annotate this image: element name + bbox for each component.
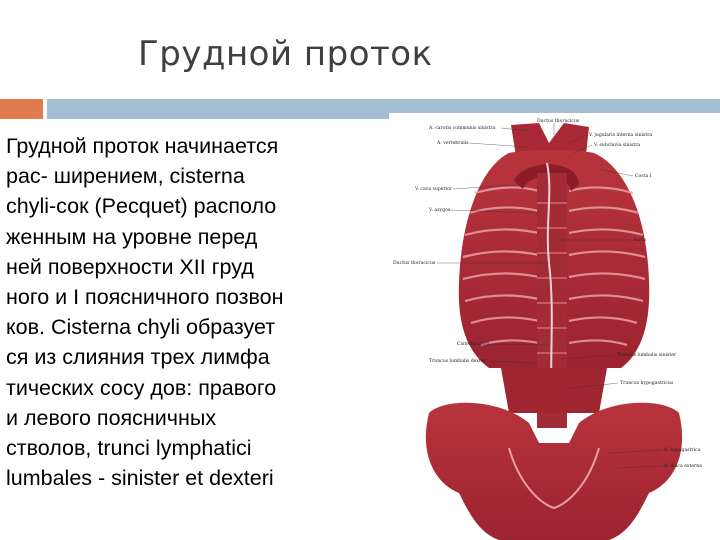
- body-line: ней поверхности XII груд: [6, 254, 254, 279]
- label-right-7: A. hypogastrica: [664, 448, 701, 453]
- label-left-6: Cisterna chyli: [457, 342, 490, 347]
- body-line: тических сосу дов: правого: [6, 375, 277, 400]
- body-text: [6, 131, 378, 493]
- lumbar-region: [501, 368, 607, 413]
- body-line: ся из слияния трех лимфа: [6, 345, 270, 370]
- label-left-4: V. azygos: [429, 208, 451, 213]
- label-left-7: Truncus lumbalis dexter: [429, 359, 486, 364]
- label-right-2: V. subclavia sinistra: [594, 143, 641, 148]
- label-left-3: V. cava superior: [415, 187, 453, 192]
- body-line: ного и I поясничного позвон: [6, 285, 284, 310]
- body-line: Грудной проток начинается: [6, 134, 279, 158]
- body-line: стволов, trunci lymphatici: [6, 436, 252, 461]
- slide-title: Грудной проток: [138, 34, 433, 74]
- label-left-2: A. vertebralis: [437, 141, 469, 146]
- label-right-3: Costa I: [635, 174, 652, 179]
- body-line: ков. Cisterna chyli образует: [6, 315, 276, 340]
- label-right-6: Truncus hypogastricus: [620, 381, 674, 386]
- body-line: женным на уровне перед: [6, 224, 258, 249]
- label-right-5: Truncus lumbalis sinister: [617, 353, 677, 358]
- label-left-1: A. carotis communis sinistra: [429, 126, 496, 131]
- body-line: и левого поясничных: [6, 405, 217, 430]
- accent-bar-orange: [0, 99, 43, 119]
- label-right-8: A. iliaca externa: [664, 464, 702, 469]
- label-right-4: Aorta: [633, 238, 646, 243]
- body-line: lumbales - sinister et dexteri: [6, 466, 274, 491]
- body-line: chyli-сок (Pecquet) располо: [6, 194, 277, 219]
- body-line: рас- ширением, cisterna: [6, 164, 245, 189]
- label-right-1: V. jugularis interna sinistra: [589, 133, 653, 138]
- anatomy-illustration: [389, 113, 720, 540]
- label-top: Ductus thoracicus: [537, 119, 580, 124]
- label-left-5: Ductus thoracicus: [393, 261, 436, 266]
